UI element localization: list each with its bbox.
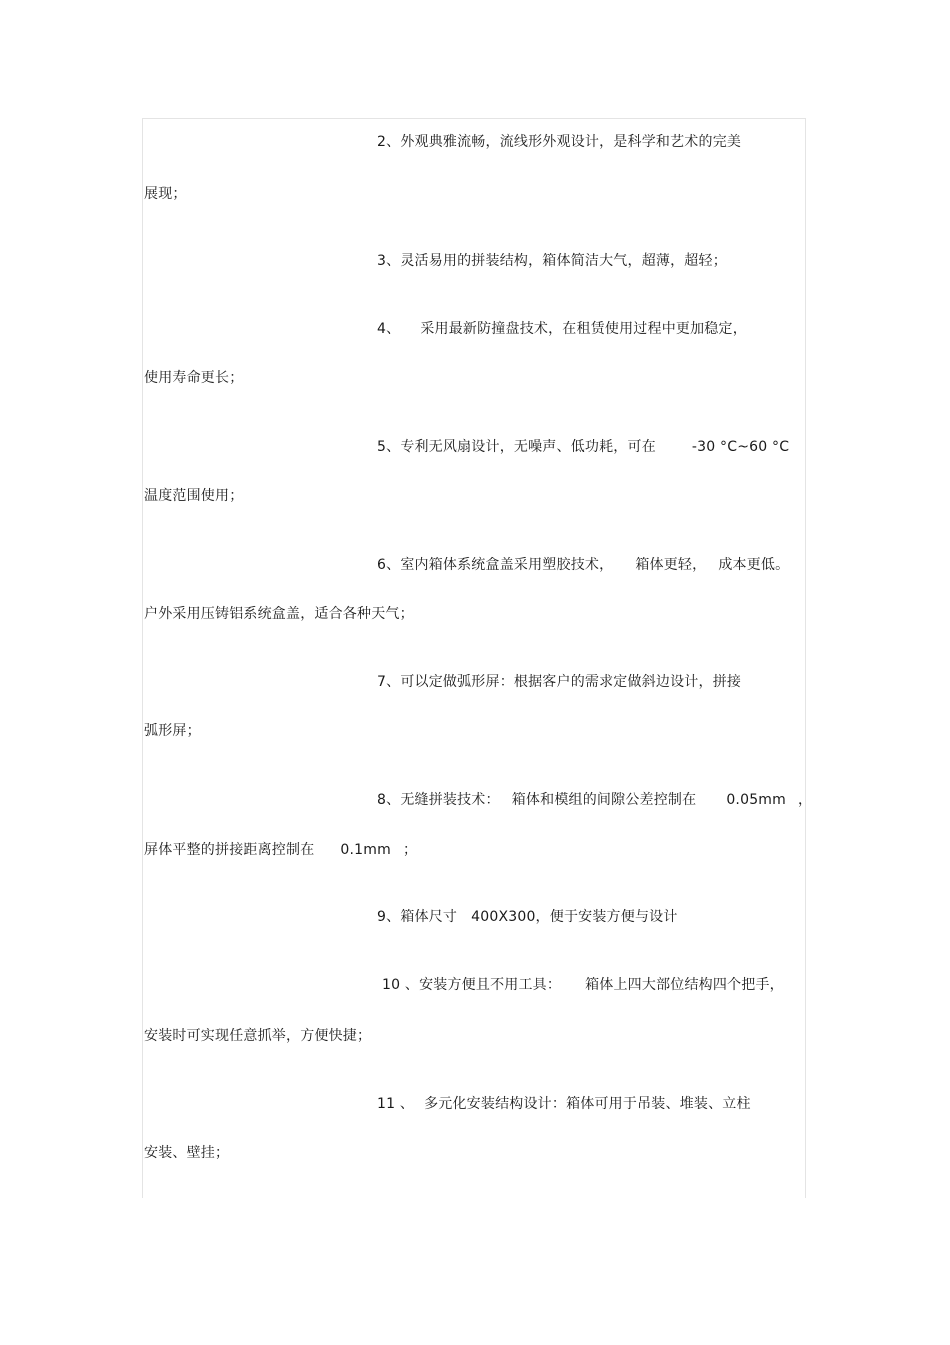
item-4-line bbox=[377, 320, 747, 338]
item-5-text: 专利无风扇设计，无噪声、低功耗，可在 bbox=[400, 439, 656, 455]
item-9-size: 400X300，便于安装方便与设计 bbox=[471, 909, 678, 925]
item-6-line bbox=[377, 556, 789, 574]
item-6-text: 室内箱体系统盒盖采用塑胶技术， bbox=[400, 557, 614, 573]
item-5-continuation: 温度范围使用； bbox=[144, 488, 244, 504]
item-5-number: 5、 bbox=[377, 439, 401, 455]
item-5-line bbox=[377, 438, 789, 456]
item-10-continuation: 安装时可实现任意抓举，方便快捷； bbox=[144, 1028, 372, 1044]
item-11-line bbox=[377, 1095, 751, 1113]
item-3-line bbox=[377, 252, 727, 270]
item-7-line bbox=[377, 673, 741, 691]
item-2-line bbox=[377, 133, 741, 151]
item-7-number: 7、 bbox=[377, 674, 401, 690]
item-3-text: 灵活易用的拼装结构，箱体简洁大气，超薄，超轻； bbox=[400, 253, 727, 269]
item-6-text-2: 箱体更轻， bbox=[635, 557, 707, 573]
item-9-line bbox=[377, 908, 678, 926]
item-9-number: 9、 bbox=[377, 909, 401, 925]
item-7-text: 可以定做弧形屏：根据客户的需求定做斜边设计，拼接 bbox=[400, 674, 742, 690]
item-8-text-2: 箱体和模组的间隙公差控制在 bbox=[511, 792, 697, 808]
item-6-text-3: 成本更低。 bbox=[718, 557, 790, 573]
item-4-text: 采用最新防撞盘技术，在租赁使用过程中更加稳定， bbox=[420, 321, 747, 337]
item-8-comma: ， bbox=[797, 792, 813, 808]
item-9-text: 箱体尺寸 bbox=[400, 909, 458, 925]
item-2-text: 外观典雅流畅，流线形外观设计，是科学和艺术的完美 bbox=[400, 134, 742, 150]
item-8-semicolon: ； bbox=[402, 842, 418, 858]
item-11-text: 多元化安装结构设计：箱体可用于吊装、堆装、立柱 bbox=[424, 1096, 751, 1112]
item-11-number: 11 、 bbox=[377, 1096, 415, 1112]
item-5-temperature: -30 °C~60 °C bbox=[691, 439, 790, 455]
item-4-number: 4、 bbox=[377, 321, 401, 337]
item-8-number: 8、 bbox=[377, 792, 401, 808]
item-8-tolerance: 0.05mm bbox=[726, 792, 786, 808]
item-10-line bbox=[382, 976, 784, 994]
item-2-continuation: 展现； bbox=[144, 186, 187, 202]
item-8-line bbox=[377, 791, 812, 809]
item-6-continuation: 户外采用压铸铝系统盒盖，适合各种天气； bbox=[144, 606, 414, 622]
item-10-text-2: 箱体上四大部位结构四个把手， bbox=[585, 977, 784, 993]
item-7-continuation: 弧形屏； bbox=[144, 723, 201, 739]
item-8-text: 无缝拼装技术： bbox=[400, 792, 500, 808]
item-6-number: 6、 bbox=[377, 557, 401, 573]
item-10-number: 10 、 bbox=[382, 977, 420, 993]
item-2-number: 2、 bbox=[377, 134, 401, 150]
item-8-distance: 0.1mm bbox=[340, 842, 391, 858]
item-11-continuation: 安装、壁挂； bbox=[144, 1145, 230, 1161]
item-4-continuation: 使用寿命更长； bbox=[144, 370, 244, 386]
item-8-continuation bbox=[144, 841, 417, 859]
item-8-cont-text: 屏体平整的拼接距离控制在 bbox=[144, 842, 315, 858]
item-10-text: 安装方便且不用工具： bbox=[419, 977, 562, 993]
item-3-number: 3、 bbox=[377, 253, 401, 269]
